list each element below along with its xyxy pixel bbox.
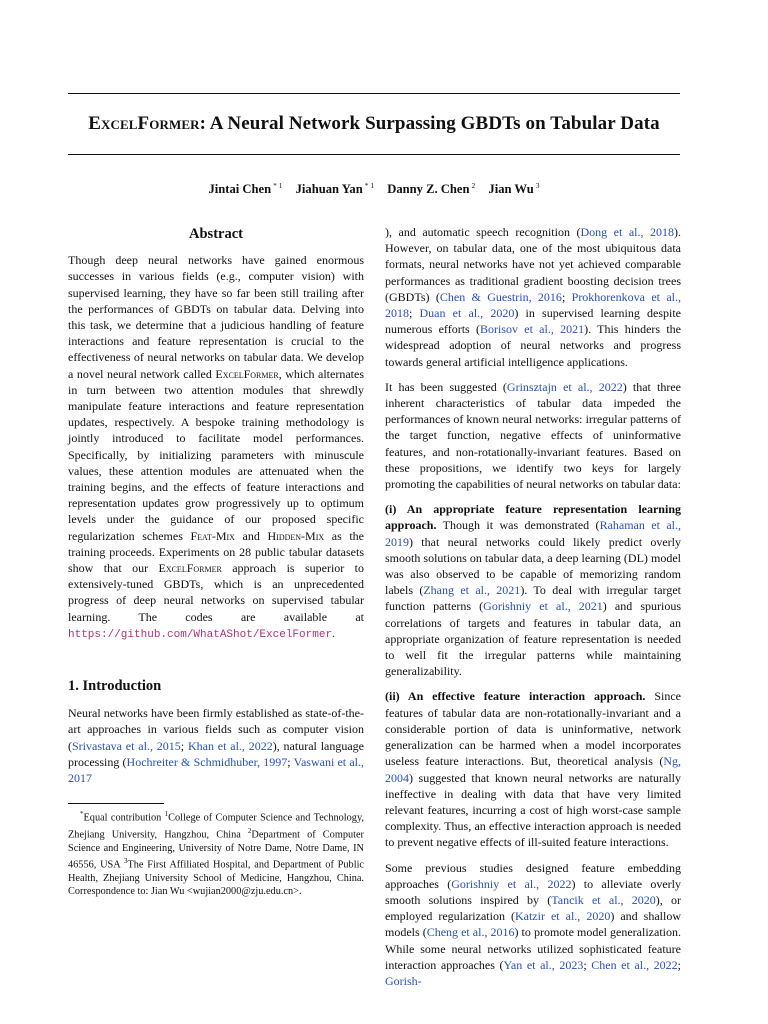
left-column xyxy=(68,224,364,786)
title-bottom-rule xyxy=(68,154,680,155)
citation-link[interactable]: Zhang et al., 2021 xyxy=(423,583,521,598)
author: Danny Z. Chen $^2$ xyxy=(387,181,476,196)
footnote-rule xyxy=(68,803,164,804)
citation-link[interactable]: Yan et al., 2023 xyxy=(503,957,584,972)
title-top-rule xyxy=(68,93,680,94)
citation-link[interactable]: Srivastava et al., 2015 xyxy=(72,738,181,753)
citation-link[interactable]: Dong et al., 2018 xyxy=(580,225,674,239)
citation-link[interactable]: Ng, 2004 xyxy=(385,754,681,785)
author-list xyxy=(68,181,680,197)
citation-link[interactable]: Katzir et al., 2020 xyxy=(514,909,611,924)
intro-paragraph-1-cont: ), and automatic speech recognition (Dong et al., 2018). However, on tabular data, one of the most ubiquitous data formats, neural networks have not yet achieved comparable performances as traditional gradient boosting decision trees (GBDTs) (Chen & Guestrin, 2016; Prokhorenkova et al., 2018; Duan et al., 2020) in supervised learning despite numerous efforts (Borisov et al., 2021). This hinders the widespread adoption of neural networks and progress towards general artificial intelligence applications. xyxy=(385,225,681,369)
paper-title xyxy=(68,113,680,135)
citation-link[interactable]: Duan et al., 2020 xyxy=(419,306,515,321)
author: Jiahuan Yan $^{* 1}$ xyxy=(295,181,375,196)
citation-link[interactable]: Grinsztajn et al., 2022 xyxy=(506,379,623,394)
intro-paragraph-1: Neural networks have been firmly established as state-of-the-art approaches in various fields such as computer vision (Srivastava et al., 2015; Khan et al., 2022), natural language processing (Hochreiter & Schmidhuber, 1997; Vaswani et al., 2017 xyxy=(68,706,365,786)
intro-paragraph-5: Some previous studies designed feature embedding approaches (Gorishniy et al., 2022) to alleviate overly smooth solutions inspired by (Tancik et al., 2020), or employed regularization (Katzir et al., 2020) and shallow models (Cheng et al., 2016) to promote model generalization. While some neural networks utilized sophisticated feature interaction approaches (Yan et al., 2023; Chen et al., 2022; Gorish- xyxy=(385,860,682,988)
author: Jian Wu $^3$ xyxy=(488,181,540,196)
citation-link[interactable]: Vaswani et al., 2017 xyxy=(68,754,365,786)
citation-link[interactable]: Prokhorenkova et al., 2018 xyxy=(385,289,681,321)
citation-link[interactable]: Khan et al., 2022 xyxy=(187,738,273,753)
citation-link[interactable]: Chen & Guestrin, 2016 xyxy=(439,289,562,304)
citation-link[interactable]: Gorishniy et al., 2021 xyxy=(483,599,603,614)
citation-link[interactable]: Hochreiter & Schmidhuber, 1997 xyxy=(126,754,288,769)
section-heading-introduction: 1. Introduction xyxy=(68,678,162,695)
citation-link[interactable]: Tancik et al., 2020 xyxy=(551,892,656,907)
abstract-text: Though deep neural networks have gained enormous successes in various fields (e.g., computer vision) with supervised learning, they have so far been still trailing after the performances of GBDTs on tabular data. Delving into this task, we determine that a judicious handling of feature interactions and feature representation is crucial to the effectiveness of neural networks on tabular data. We develop a novel neural network called ExcelFormer, which alternates in turn between two attention modules that shrewdly manipulate feature interactions and feature representation updates, respectively. A bespoke training methodology is jointly introduced to facilitate model performances. Specifically, by initializing parameters with minuscule values, these attention modules are attenuated when the training begins, and the effects of feature interactions and representation updates grow progressively up to optimum levels under the guidance of our proposed specific regularization schemes Feat-Mix and Hidden-Mix as the training proceeds. Experiments on 28 public tabular datasets show that our ExcelFormer approach is superior to extensively-tuned GBDTs, which is an unprecedented progress of deep neural networks on supervised tabular learning. The codes are available at https://github.com/WhatAShot/ExcelFormer. xyxy=(68,253,364,641)
code-link[interactable]: https://github.com/WhatAShot/ExcelFormer xyxy=(68,628,333,641)
citation-link[interactable]: Cheng et al., 2016 xyxy=(426,925,515,940)
abstract-heading: Abstract xyxy=(189,226,243,242)
intro-paragraph-3: (i) An appropriate feature representation learning approach. Though it was demonstrated (Rahaman et al., 2019) that neural networks could likely predict overly smooth solutions on tabular data, a deep learning (DL) model was also observed to be capable of memorizing random labels (Zhang et al., 2021). To deal with irregular target function patterns (Gorishniy et al., 2021) and spurious correlations of targets and features in tabular data, an appropriate organization of feature representation is needed to well fit the irregular patterns while maintaining generalizability. xyxy=(385,502,681,679)
title-model-name: ExcelFormer xyxy=(88,113,200,134)
citation-link[interactable]: Gorish- xyxy=(385,973,422,988)
citation-link[interactable]: Chen et al., 2022 xyxy=(591,957,678,972)
right-column xyxy=(385,224,681,989)
title-rest: : A Neural Network Surpassing GBDTs on Tabular Data xyxy=(199,113,660,134)
citation-link[interactable]: Gorishniy et al., 2022 xyxy=(451,876,572,891)
citation-link[interactable]: Borisov et al., 2021 xyxy=(479,322,585,337)
citation-link[interactable]: Rahaman et al., 2019 xyxy=(385,518,681,549)
author: Jintai Chen $^{* 1}$ xyxy=(208,181,283,196)
affiliation-footnote: *Equal contribution $^1$College of Computer Science and Technology, Zhejiang University, Hangzhou, China $^2$Department of Computer Science and Engineering, University of Notre Dame, Notre Dame, IN 46556, USA $^3$The First Affiliated Hospital, and Department of Public Health, Zhejiang University School of Medicine, Hangzhou, China. Correspondence to: Jian Wu <wujian2000@zju.edu.cn>. xyxy=(68,810,364,898)
intro-paragraph-4: (ii) An effective feature interaction approach. Since features of tabular data are non-rotationally-invariant and a considerable portion of data is uninformative, network generalization can be harmed when a model incorporates useless feature interactions. But, theoretical analysis (Ng, 2004) suggested that known neural networks are naturally ineffective in dealing with data that have very limited relevant features, incurring a cost of high worst-case sample complexity. Thus, an effective interaction approach is needed to prevent negative effects of ill-suited feature interactions. xyxy=(385,689,681,850)
intro-paragraph-2: It has been suggested (Grinsztajn et al., 2022) that three inherent characteristics of tabular data impeded the performances of known neural networks: irregular patterns of the target function, negative effects of uninformative features, and non-rotationally-invariant features. Based on these propositions, we identify two keys for largely promoting the capabilities of neural networks on tabular data: xyxy=(385,379,681,492)
